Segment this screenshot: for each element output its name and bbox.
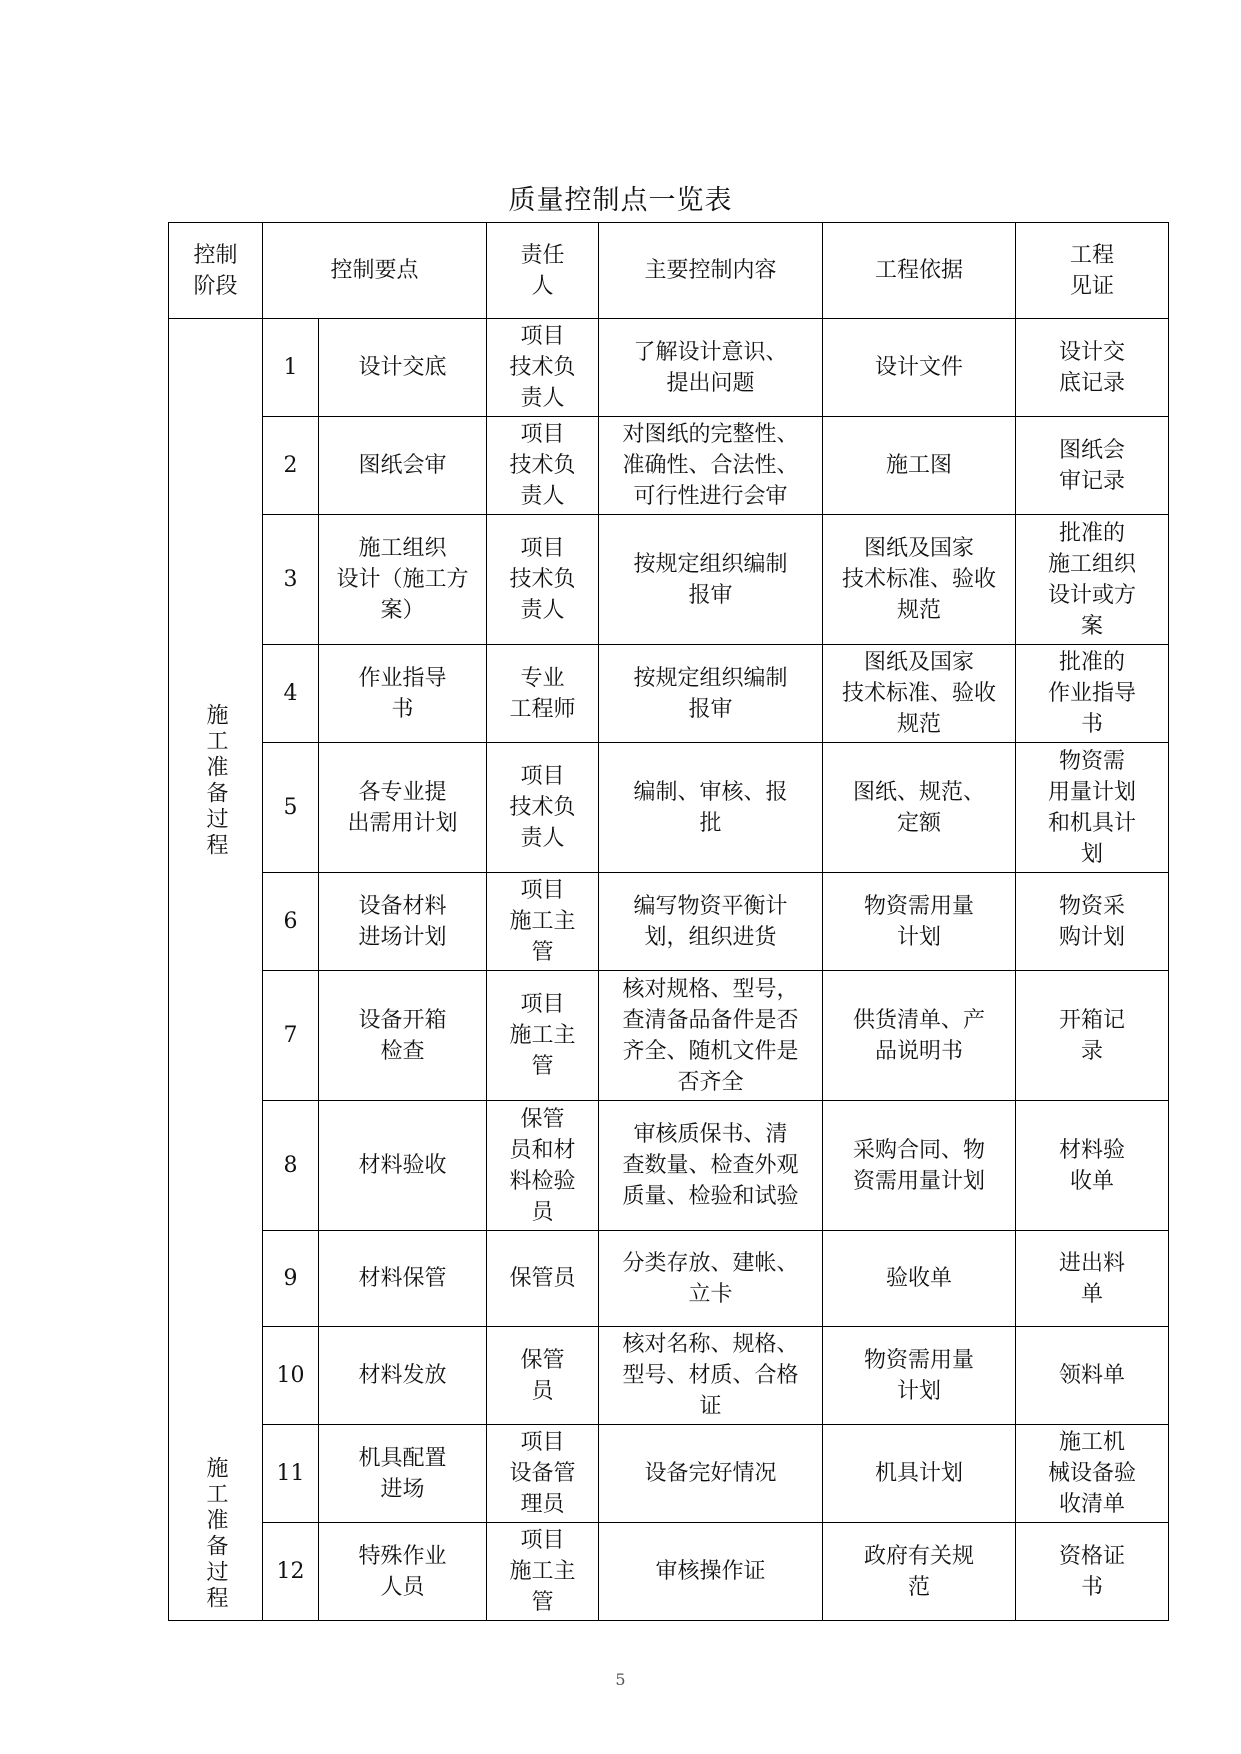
engineering-basis: 物资需用量 计划	[823, 873, 1016, 971]
engineering-evidence: 批准的 作业指导 书	[1016, 645, 1169, 743]
control-point: 各专业提 出需用计划	[319, 743, 487, 873]
header-responsible: 责任 人	[487, 223, 599, 319]
control-content: 编制、审核、报 批	[599, 743, 823, 873]
control-point: 材料验收	[319, 1101, 487, 1231]
responsible-person: 专业 工程师	[487, 645, 599, 743]
control-content: 核对规格、型号， 查清备品备件是否 齐全、随机文件是 否齐全	[599, 971, 823, 1101]
responsible-person: 保管 员	[487, 1327, 599, 1425]
row-number: 6	[263, 873, 319, 971]
control-content: 编写物资平衡计 划，组织进货	[599, 873, 823, 971]
engineering-evidence: 开箱记 录	[1016, 971, 1169, 1101]
control-content: 了解设计意识、 提出问题	[599, 319, 823, 417]
quality-control-table	[168, 222, 1169, 1621]
engineering-evidence: 材料验 收单	[1016, 1101, 1169, 1231]
table-row	[169, 417, 1169, 515]
control-point: 机具配置 进场	[319, 1425, 487, 1523]
table-row	[169, 873, 1169, 971]
engineering-basis: 图纸、规范、 定额	[823, 743, 1016, 873]
control-point: 施工组织 设计（施工方 案）	[319, 515, 487, 645]
control-content: 审核操作证	[599, 1523, 823, 1621]
control-content: 按规定组织编制 报审	[599, 515, 823, 645]
responsible-person: 项目 技术负 责人	[487, 743, 599, 873]
engineering-basis: 图纸及国家 技术标准、验收 规范	[823, 645, 1016, 743]
table-row	[169, 1101, 1169, 1231]
engineering-evidence: 批准的 施工组织 设计或方 案	[1016, 515, 1169, 645]
control-point: 设备开箱 检查	[319, 971, 487, 1101]
table-row	[169, 971, 1169, 1101]
header-content: 主要控制内容	[599, 223, 823, 319]
responsible-person: 项目 施工主 管	[487, 1523, 599, 1621]
engineering-basis: 供货清单、产 品说明书	[823, 971, 1016, 1101]
control-content: 设备完好情况	[599, 1425, 823, 1523]
stage-label: 施工准备过程	[203, 1456, 228, 1612]
control-content: 核对名称、规格、 型号、材质、合格 证	[599, 1327, 823, 1425]
control-point: 作业指导 书	[319, 645, 487, 743]
header-evidence: 工程 见证	[1016, 223, 1169, 319]
row-number: 7	[263, 971, 319, 1101]
engineering-basis: 施工图	[823, 417, 1016, 515]
control-point: 材料发放	[319, 1327, 487, 1425]
row-number: 3	[263, 515, 319, 645]
row-number: 12	[263, 1523, 319, 1621]
responsible-person: 项目 设备管 理员	[487, 1425, 599, 1523]
engineering-evidence: 进出料 单	[1016, 1231, 1169, 1327]
row-number: 11	[263, 1425, 319, 1523]
header-basis: 工程依据	[823, 223, 1016, 319]
row-number: 10	[263, 1327, 319, 1425]
responsible-person: 项目 技术负 责人	[487, 515, 599, 645]
control-content: 分类存放、建帐、 立卡	[599, 1231, 823, 1327]
responsible-person: 保管 员和材 料检验 员	[487, 1101, 599, 1231]
engineering-evidence: 领料单	[1016, 1327, 1169, 1425]
page-number: 5	[615, 1670, 626, 1689]
engineering-evidence: 资格证 书	[1016, 1523, 1169, 1621]
control-point: 设计交底	[319, 319, 487, 417]
engineering-evidence: 图纸会 审记录	[1016, 417, 1169, 515]
page-title: 质量控制点一览表	[508, 185, 733, 216]
engineering-basis: 设计文件	[823, 319, 1016, 417]
engineering-basis: 采购合同、物 资需用量计划	[823, 1101, 1016, 1231]
table-row	[169, 645, 1169, 743]
control-point: 图纸会审	[319, 417, 487, 515]
control-content: 按规定组织编制 报审	[599, 645, 823, 743]
table-row	[169, 515, 1169, 645]
engineering-basis: 机具计划	[823, 1425, 1016, 1523]
table-row	[169, 1425, 1169, 1523]
control-point: 材料保管	[319, 1231, 487, 1327]
table-row	[169, 1327, 1169, 1425]
control-point: 设备材料 进场计划	[319, 873, 487, 971]
engineering-basis: 图纸及国家 技术标准、验收 规范	[823, 515, 1016, 645]
header-stage: 控制 阶段	[169, 223, 263, 319]
row-number: 8	[263, 1101, 319, 1231]
table-row	[169, 1231, 1169, 1327]
responsible-person: 项目 技术负 责人	[487, 319, 599, 417]
responsible-person: 项目 施工主 管	[487, 971, 599, 1101]
responsible-person: 保管员	[487, 1231, 599, 1327]
engineering-evidence: 施工机 械设备验 收清单	[1016, 1425, 1169, 1523]
control-content: 对图纸的完整性、 准确性、合法性、 可行性进行会审	[599, 417, 823, 515]
engineering-basis: 物资需用量 计划	[823, 1327, 1016, 1425]
stage-label: 施工准备过程	[203, 703, 228, 859]
control-content: 审核质保书、清 查数量、检查外观 质量、检验和试验	[599, 1101, 823, 1231]
responsible-person: 项目 技术负 责人	[487, 417, 599, 515]
row-number: 1	[263, 319, 319, 417]
engineering-basis: 验收单	[823, 1231, 1016, 1327]
engineering-evidence: 物资需 用量计划 和机具计 划	[1016, 743, 1169, 873]
engineering-evidence: 设计交 底记录	[1016, 319, 1169, 417]
table-row	[169, 743, 1169, 873]
responsible-person: 项目 施工主 管	[487, 873, 599, 971]
control-point: 特殊作业 人员	[319, 1523, 487, 1621]
table-row	[169, 1523, 1169, 1621]
row-number: 2	[263, 417, 319, 515]
stage-cell	[169, 319, 263, 1621]
engineering-evidence: 物资采 购计划	[1016, 873, 1169, 971]
header-points: 控制要点	[263, 223, 487, 319]
row-number: 9	[263, 1231, 319, 1327]
row-number: 4	[263, 645, 319, 743]
row-number: 5	[263, 743, 319, 873]
engineering-basis: 政府有关规 范	[823, 1523, 1016, 1621]
header-row	[169, 223, 1169, 319]
table-row	[169, 319, 1169, 417]
